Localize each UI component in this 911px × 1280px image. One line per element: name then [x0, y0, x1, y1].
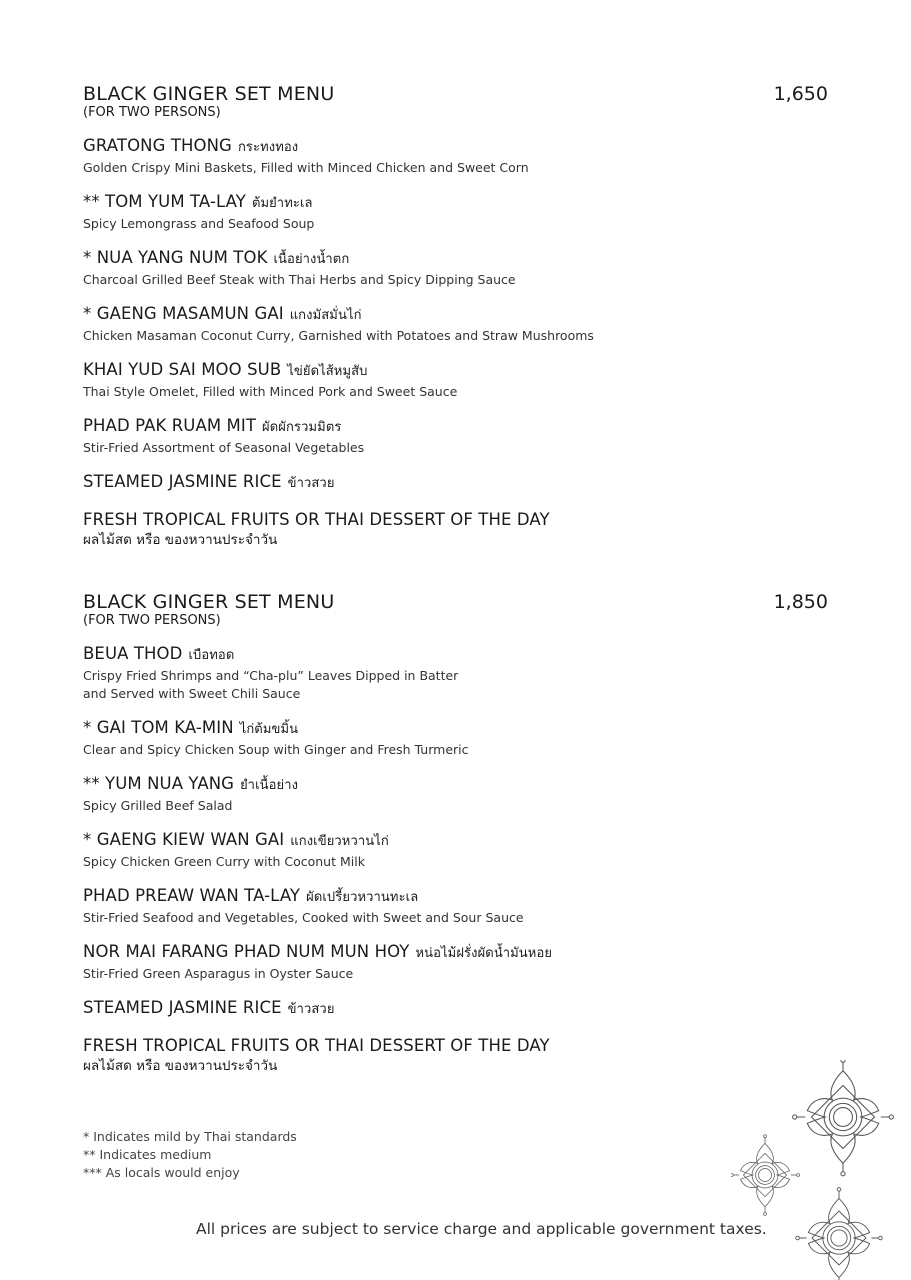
dish-description: Spicy Grilled Beef Salad [83, 798, 233, 813]
dish-thai-name: ไก่ต้มขมิ้น [239, 722, 299, 737]
menu-item [83, 191, 828, 233]
dish-name: KHAI YUD SAI MOO SUB [83, 360, 282, 379]
dish-name: FRESH TROPICAL FRUITS OR THAI DESSERT OF THE DAY [83, 510, 550, 529]
dish-description: Stir-Fried Assortment of Seasonal Vegetables [83, 440, 365, 455]
dish-name: PHAD PAK RUAM MIT [83, 416, 257, 435]
dish-thai-name: ผลไม้สด หรือ ของหวานประจำวัน [83, 1058, 278, 1074]
menu-item [83, 471, 828, 495]
dish-description: Stir-Fried Green Asparagus in Oyster Sauce [83, 966, 354, 981]
set-menu-subtitle: (FOR TWO PERSONS) [83, 613, 221, 628]
dish-description: Chicken Masaman Coconut Curry, Garnished with Potatoes and Straw Mushrooms [83, 328, 594, 343]
menu-item-list [83, 643, 828, 1076]
dish-description: Charcoal Grilled Beef Steak with Thai Herbs and Spicy Dipping Sauce [83, 272, 516, 287]
dish-thai-name: ผัดผักรวมมิตร [262, 420, 342, 435]
dish-thai-name: แกงเขียวหวานไก่ [290, 834, 389, 849]
set-menu-title: BLACK GINGER SET MENU [83, 591, 335, 613]
menu-item [83, 1035, 828, 1076]
dish-description: Spicy Lemongrass and Seafood Soup [83, 216, 315, 231]
dish-description-line-2: and Served with Sweet Chili Sauce [83, 686, 301, 701]
menu-item [83, 303, 828, 345]
dish-name: BEUA THOD [83, 644, 183, 663]
dish-thai-name: หน่อไม้ฝรั่งผัดน้ำมันหอย [415, 946, 553, 961]
spice-level-notes [83, 1128, 297, 1182]
dish-description: Clear and Spicy Chicken Soup with Ginger and Fresh Turmeric [83, 742, 469, 757]
menu-item [83, 509, 828, 550]
menu-item [83, 885, 828, 927]
dish-thai-name: กระทงทอง [237, 140, 299, 155]
menu-item [83, 997, 828, 1021]
dish-thai-name: ไข่ยัดไส้หมูสับ [287, 364, 368, 379]
dish-name: FRESH TROPICAL FRUITS OR THAI DESSERT OF THE DAY [83, 1036, 550, 1055]
dish-name: PHAD PREAW WAN TA-LAY [83, 886, 301, 905]
menu-item [83, 717, 828, 759]
dish-thai-name: ผัดเปรี้ยวหวานทะเล [306, 890, 419, 905]
menu-item-list [83, 135, 828, 550]
set-menu-title: BLACK GINGER SET MENU [83, 83, 335, 105]
set-menu-header [83, 590, 828, 614]
set-menu-price: 1,650 [773, 83, 828, 105]
menu-item [83, 773, 828, 815]
dish-description: Crispy Fried Shrimps and “Cha-plu” Leaves Dipped in Batter [83, 668, 459, 683]
menu-item [83, 135, 828, 177]
dish-thai-name: ข้าวสวย [287, 476, 335, 491]
menu-item [83, 247, 828, 289]
dish-name: NOR MAI FARANG PHAD NUM MUN HOY [83, 942, 410, 961]
note-medium: ** Indicates medium [83, 1147, 212, 1162]
dish-description: Spicy Chicken Green Curry with Coconut Milk [83, 854, 365, 869]
set-menu-header [83, 82, 828, 106]
dish-name: * GAENG KIEW WAN GAI [83, 830, 285, 849]
note-mild: * Indicates mild by Thai standards [83, 1129, 297, 1144]
thai-flower-ornaments-icon [731, 1060, 911, 1280]
menu-item [83, 829, 828, 871]
dish-description: Golden Crispy Mini Baskets, Filled with Minced Chicken and Sweet Corn [83, 160, 529, 175]
dish-thai-name: เนื้อย่างน้ำตก [273, 252, 350, 267]
dish-description: Stir-Fried Seafood and Vegetables, Cooked with Sweet and Sour Sauce [83, 910, 524, 925]
menu-item [83, 643, 828, 703]
set-menu-price: 1,850 [773, 591, 828, 613]
dish-name: STEAMED JASMINE RICE [83, 472, 282, 491]
dish-name: ** YUM NUA YANG [83, 774, 235, 793]
set-menu-subtitle: (FOR TWO PERSONS) [83, 105, 221, 120]
set-menu-1 [83, 82, 828, 550]
menu-item [83, 941, 828, 983]
dish-name: STEAMED JASMINE RICE [83, 998, 282, 1017]
dish-description: Thai Style Omelet, Filled with Minced Pork and Sweet Sauce [83, 384, 458, 399]
dish-name: * GAENG MASAMUN GAI [83, 304, 284, 323]
price-disclaimer: All prices are subject to service charge and applicable government taxes. [196, 1220, 767, 1238]
note-hot: *** As locals would enjoy [83, 1165, 240, 1180]
dish-thai-name: ผลไม้สด หรือ ของหวานประจำวัน [83, 532, 278, 548]
dish-name: GRATONG THONG [83, 136, 232, 155]
menu-item [83, 359, 828, 401]
dish-thai-name: ยำเนื้อย่าง [240, 778, 299, 793]
dish-name: ** TOM YUM TA-LAY [83, 192, 246, 211]
dish-name: * NUA YANG NUM TOK [83, 248, 268, 267]
menu-item [83, 415, 828, 457]
dish-thai-name: ต้มยำทะเล [251, 196, 313, 211]
dish-thai-name: ข้าวสวย [287, 1002, 335, 1017]
dish-name: * GAI TOM KA-MIN [83, 718, 234, 737]
dish-thai-name: เบือทอด [188, 648, 235, 663]
set-menu-2 [83, 590, 828, 1076]
dish-thai-name: แกงมัสมั่นไก่ [289, 308, 362, 323]
